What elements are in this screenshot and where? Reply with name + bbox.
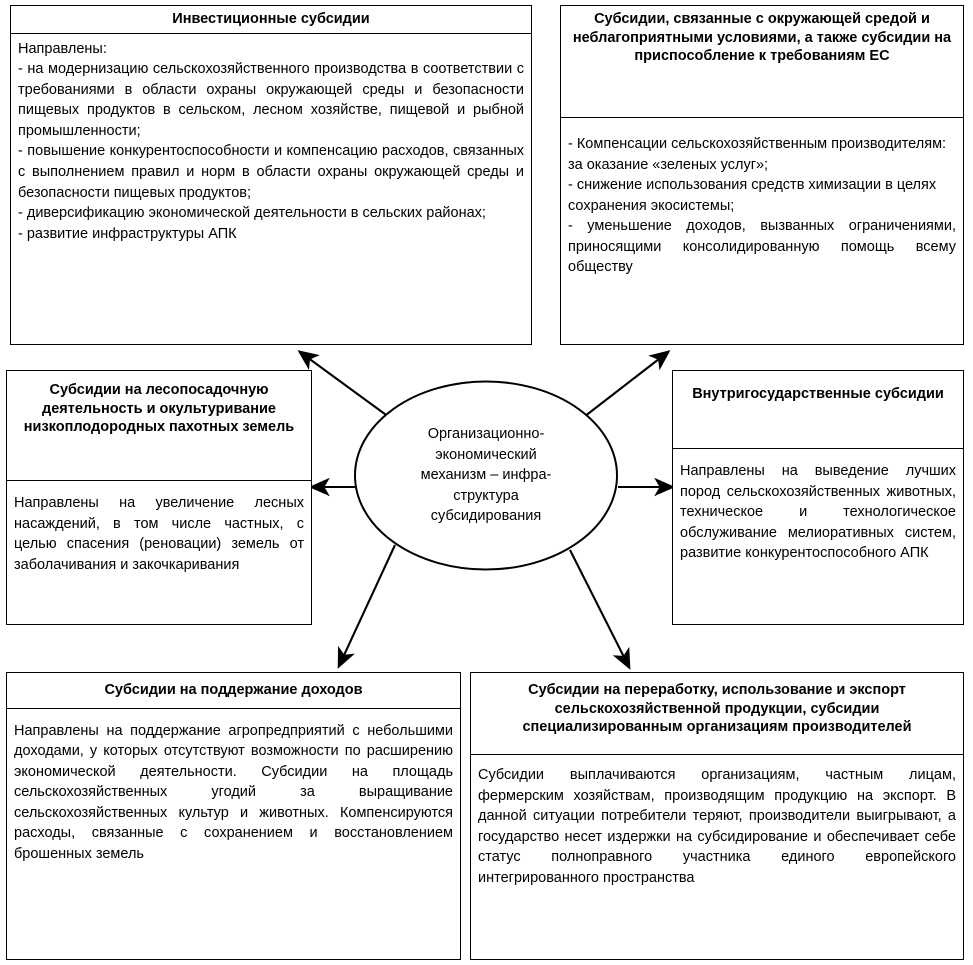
box-domestic-title: Внутригосударственные субсидии [673, 371, 963, 449]
box-environment-body [561, 118, 963, 283]
center-label [352, 378, 620, 573]
box-investment-subsidies [10, 5, 532, 345]
box-environment-line-2: - снижение использования средств химизации в целях сохранения экосистемы; [568, 177, 937, 214]
center-line-1: экономический [435, 446, 537, 463]
box-domestic-body [673, 449, 963, 569]
box-forest-body [7, 481, 311, 580]
center-node [352, 378, 620, 573]
box-environment-title: Субсидии, связанные с окружающей средой и неблагоприятными условиями, а также субсидии на приспособление к требованиям ЕС [561, 6, 963, 118]
box-forest-title: Субсидии на лесопосадочную деятельность и окультуривание низкоплодородных пахотных земель [7, 371, 311, 481]
box-processing-line-0: Субсидии выплачиваются организациям, частным лицам, фермерским хозяйствам, производящим продукцию на экспорт. В данной ситуации потребители теряют, производители выигрывают, а государство несет издержки на субсидирование и обеспечивает себе статус полноправного участника единого европейского интегрированного пространства [478, 767, 956, 886]
box-environment-line-0: - Компенсации сельскохозяйственным производителям: [568, 136, 947, 152]
center-line-2: механизм – инфра- [420, 467, 552, 484]
box-investment-line-0: Направлены: [18, 40, 107, 57]
box-processing-title: Субсидии на переработку, использование и экспорт сельскохозяйственной продукции, субсидии специализированным организациям производителей [471, 673, 963, 755]
box-environment-line-1: за оказание «зеленых услуг»; [568, 156, 769, 173]
box-processing-body [471, 755, 963, 893]
box-income-title: Субсидии на поддержание доходов [7, 673, 460, 709]
box-domestic-line-0: Направлены на выведение лучших пород сельскохозяйственных животных, техническое и технологическое обслуживание мелиоративных систем, развитие конкурентоспособного АПК [680, 463, 956, 562]
box-investment-title: Инвестиционные субсидии [11, 6, 531, 34]
box-processing-subsidies [470, 672, 964, 960]
box-forest-line-0: Направлены на увеличение лесных насаждений, в том числе частных, с целью спасения (реновации) земель от заболачивания и закочкаривания [14, 495, 304, 573]
box-environment-line-3: - уменьшение доходов, вызванных ограничениями, приносящими консолидированную помощь всему обществу [568, 218, 956, 276]
box-income-subsidies [6, 672, 461, 960]
box-income-line-0: Направлены на поддержание агропредприятий с небольшими доходами, у которых отсутствуют возможности по расширению экономической деятельности. Субсидии на площадь сельскохозяйственных угодий за выращивание сельскохозяйственных культур и животных. Компенсируются расходы, связанные с сохранением и восстановлением брошенных земель [14, 722, 453, 863]
box-domestic-subsidies [672, 370, 964, 625]
box-investment-line-2: - повышение конкурентоспособности и компенсацию расходов, связанных с выполнением правил и норм в области охраны окружающей среды и безопасности пищевых продуктов; [18, 143, 524, 201]
box-investment-line-1: - на модернизацию сельскохозяйственного производства в соответствии с требованиями в области охраны окружающей среды и безопасности пищевых продуктов в сельском, лесном хозяйстве, пищевой и рыбной промышленности; [18, 61, 524, 139]
center-line-3: структура [453, 487, 519, 504]
center-line-0: Организационно- [427, 426, 545, 443]
box-investment-line-4: - развитие инфраструктуры АПК [18, 225, 237, 242]
box-forest-subsidies [6, 370, 312, 625]
center-line-4: субсидирования [430, 508, 542, 525]
box-environment-subsidies [560, 5, 964, 345]
box-income-body [7, 709, 460, 870]
box-investment-body [11, 34, 531, 250]
box-investment-line-3: - диверсификацию экономической деятельности в сельских районах; [18, 205, 486, 222]
